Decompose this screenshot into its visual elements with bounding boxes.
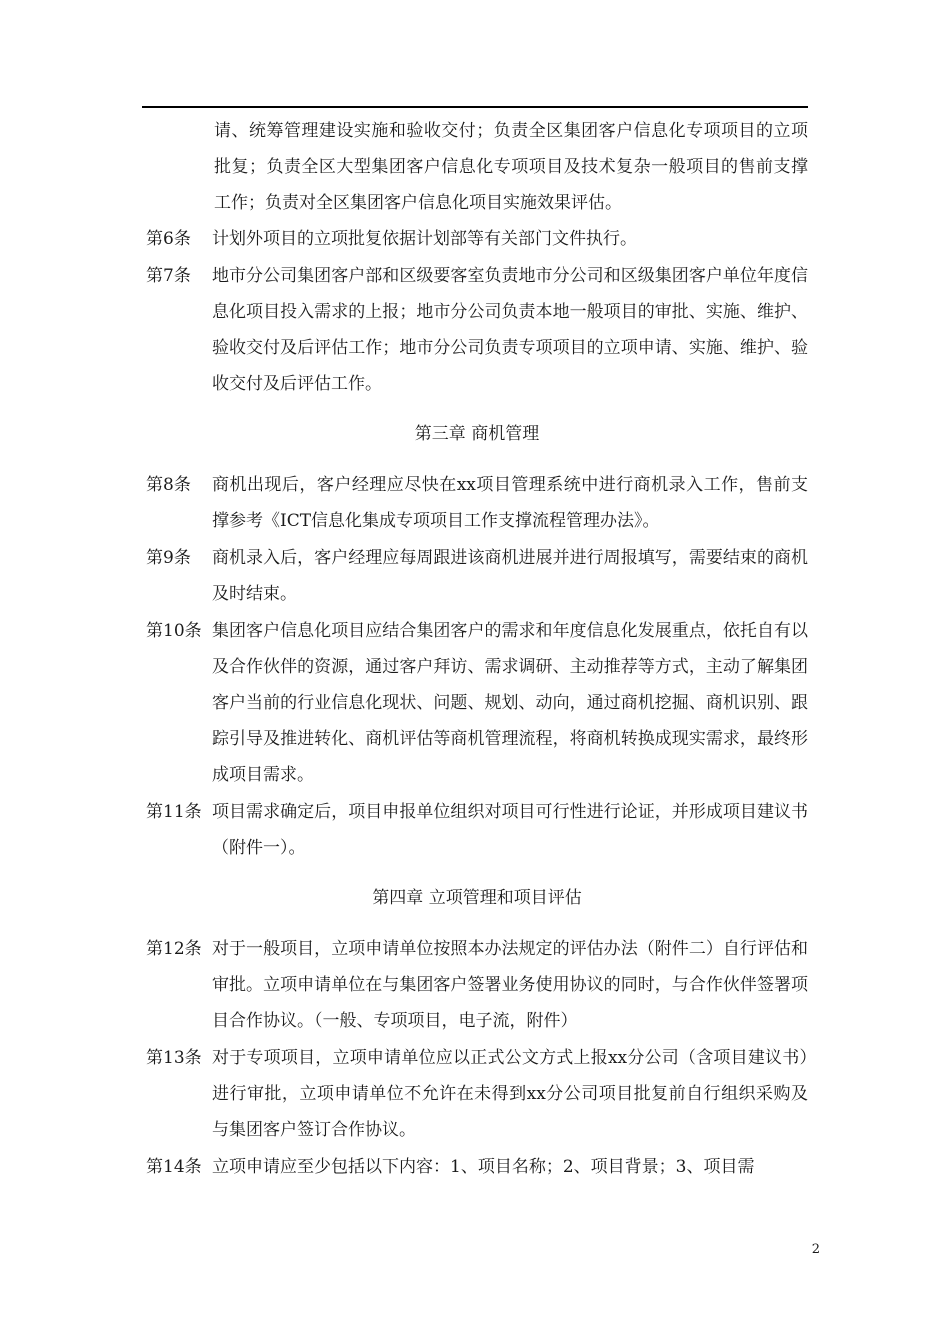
article-label: 第14条 xyxy=(146,1157,202,1177)
article-9 xyxy=(146,540,808,612)
article-11 xyxy=(146,794,808,866)
document-body xyxy=(146,113,808,1186)
page-number: 2 xyxy=(811,1242,820,1257)
article-text: 集团客户信息化项目应结合集团客户的需求和年度信息化发展重点，依托自有以及合作伙伴的资源，通过客户拜访、需求调研、主动推荐等方式，主动了解集团客户当前的行业信息化现状、问题、规划、动向，通过商机挖掘、商机识别、跟踪引导及推进转化、商机评估等商机管理流程，将商机转换成现实需求，最终形成项目需求。 xyxy=(212,621,808,785)
article-8 xyxy=(146,467,808,539)
article-text: 立项申请应至少包括以下内容：1、项目名称；2、项目背景；3、项目需 xyxy=(212,1157,755,1177)
chapter-heading-4: 第四章 立项管理和项目评估 xyxy=(372,888,582,908)
article-text: 项目需求确定后，项目申报单位组织对项目可行性进行论证，并形成项目建议书（附件一）。 xyxy=(212,802,808,858)
article-label: 第9条 xyxy=(146,548,191,568)
article-text: 商机出现后，客户经理应尽快在xx项目管理系统中进行商机录入工作，售前支撑参考《ICT信息化集成专项项目工作支撑流程管理办法》。 xyxy=(212,475,808,531)
article-label: 第8条 xyxy=(146,475,191,495)
article-label: 第10条 xyxy=(146,621,202,641)
article-12 xyxy=(146,931,808,1039)
chapter-heading-3: 第三章 商机管理 xyxy=(414,424,540,444)
article-text: 对于一般项目，立项申请单位按照本办法规定的评估办法（附件二）自行评估和审批。立项申请单位在与集团客户签署业务使用协议的同时，与合作伙伴签署项目合作协议。（一般、专项项目，电子流，附件） xyxy=(212,939,808,1031)
article-label: 第12条 xyxy=(146,939,202,959)
article-label: 第6条 xyxy=(146,229,191,249)
article-13 xyxy=(146,1040,808,1148)
article-7 xyxy=(146,258,808,402)
article-label: 第7条 xyxy=(146,266,191,286)
article-10 xyxy=(146,613,808,793)
article-label: 第13条 xyxy=(146,1048,202,1068)
article-text: 地市分公司集团客户部和区级要客室负责地市分公司和区级集团客户单位年度信息化项目投入需求的上报；地市分公司负责本地一般项目的审批、实施、维护、验收交付及后评估工作；地市分公司负责专项项目的立项申请、实施、维护、验收交付及后评估工作。 xyxy=(212,266,808,394)
header-rule xyxy=(142,106,808,108)
article-text: 对于专项项目，立项申请单位应以正式公文方式上报xx分公司（含项目建议书）进行审批，立项申请单位不允许在未得到xx分公司项目批复前自行组织采购及与集团客户签订合作协议。 xyxy=(212,1048,808,1140)
article-text: 商机录入后，客户经理应每周跟进该商机进展并进行周报填写，需要结束的商机及时结束。 xyxy=(212,548,808,604)
article-14 xyxy=(146,1149,808,1185)
article-text: 计划外项目的立项批复依据计划部等有关部门文件执行。 xyxy=(212,229,637,249)
continuation-paragraph: 请、统筹管理建设实施和验收交付；负责全区集团客户信息化专项项目的立项批复；负责全区大型集团客户信息化专项项目及技术复杂一般项目的售前支撑工作；负责对全区集团客户信息化项目实施效果评估。 xyxy=(214,121,808,213)
article-label: 第11条 xyxy=(146,802,202,822)
article-6 xyxy=(146,221,808,257)
